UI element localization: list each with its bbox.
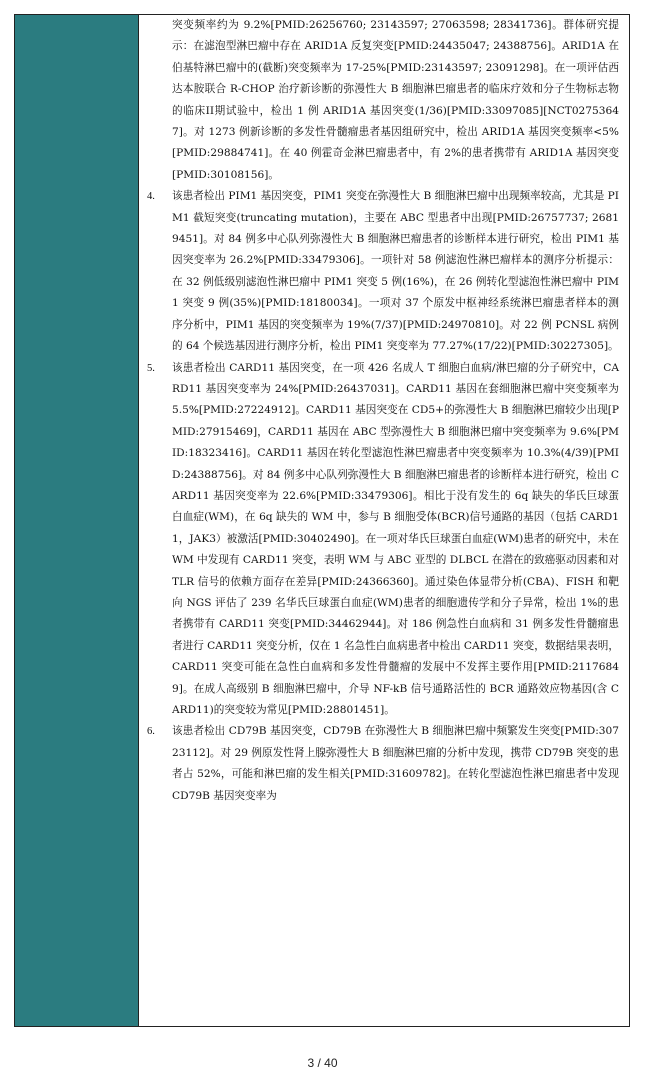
list-number: 6.: [147, 726, 155, 738]
list-item-4: [147, 186, 619, 357]
list-item-text: 该患者检出 CARD11 基因突变，在一项 426 名成人 T 细胞白血病/淋巴瘤的分子研究中，CARD11 基因突变率为 24%[PMID:26437031]。CARD11 基因在套细胞淋巴瘤中突变频率为 5.5%[PMID:27224912]。CARD11 基因突变在 CD5+的弥漫性大 B 细胞淋巴瘤较少出现[PMID:27915469]，CARD11 基因在 ABC 型弥漫性大 B 细胞淋巴瘤中突变频率为 9.6%[PMID:18323416]。CARD11 基因在转化型滤泡性淋巴瘤患者中突变频率为 10.3%(4/39)[PMID:24388756]。对 84 例多中心队列弥漫性大 B 细胞淋巴瘤患者的诊断样本进行研究，检出 CARD11 基因突变率为 22.6%[PMID:33479306]。相比于没有发生的 6q 缺失的华氏巨球蛋白血症(WM)，在 6q 缺失的 WM 中，参与 B 细胞受体(BCR)信号通路的基因（包括 CARD11，JAK3）被激活[PMID:30402490]。在一项对华氏巨球蛋白血症(WM)患者的研究中，未在 WM 中发现有 CARD11 突变，表明 WM 与 ABC 亚型的 DLBCL 在潜在的致癌驱动因素和对 TLR 信号的依赖方面存在差异[PMID:24366360]。通过染色体显带分析(CBA)、FISH 和靶向 NGS 评估了 239 名华氏巨球蛋白血症(WM)患者的细胞遗传学和分子异常，检出 1%的患者携带有 CARD11 突变[PMID:34462944]。对 186 例急性白血病和 31 例多发性骨髓瘤患者进行 CARD11 突变分析，仅在 1 名急性白血病患者中检出 CARD11 突变，数据结果表明，CARD11 突变可能在急性白血病和多发性骨髓瘤的发展中不发挥主要作用[PMID:21176849]。在成人高级别 B 细胞淋巴瘤中，介导 NF-kB 信号通路活性的 BCR 通路效应物基因(含 CARD11)的突变较为常见[PMID:28801451]。: [172, 361, 619, 716]
paragraph-continuation: 突变频率约为 9.2%[PMID:26256760; 23143597; 27063598; 28341736]。群体研究提示：在滤泡型淋巴瘤中存在 ARID1A 反复突变[PMID:24435047; 24388756]。ARID1A 在伯基特淋巴瘤中的(截断)突变频率为 17-25%[PMID:23143597; 23091298]。在一项评估西达本胺联合 R-CHOP 治疗新诊断的弥漫性大 B 细胞淋巴瘤患者的临床疗效和分子生物标志物的临床II期试验中，检出 1 例 ARID1A 基因突变(1/36)[PMID:33097085][NCT02753647]。对 1273 例新诊断的多发性骨髓瘤患者基因组研究中，检出 ARID1A 基因突变频率<5%[PMID:29884741]。在 40 例霍奇金淋巴瘤患者中，有 2%的患者携带有 ARID1A 基因突变[PMID:30108156]。: [172, 19, 619, 181]
list-number: 4.: [147, 191, 155, 203]
list-item-text: 该患者检出 PIM1 基因突变，PIM1 突变在弥漫性大 B 细胞淋巴瘤中出现频率较高，尤其是 PIM1 截短突变(truncating mutation)，主要在 ABC 型患者中出现[PMID:26757737; 26819451]。对 84 例多中心队列弥漫性大 B 细胞淋巴瘤患者的诊断样本进行研究，检出 PIM1 基因突变率为 26.2%[PMID:33479306]。一项针对 58 例滤泡性淋巴瘤样本的测序分析提示：在 32 例低级别滤泡性淋巴瘤中 PIM1 突变 5 例(16%)，在 26 例转化型滤泡性淋巴瘤中 PIM1 突变 9 例(35%)[PMID:18180034]。一项对 37 个原发中枢神经系统淋巴瘤患者样本的测序分析中，PIM1 基因的突变频率为 19%(7/37)[PMID:24970810]。对 22 例 PCNSL 病例的 64 个候选基因进行测序分析，检出 PIM1 突变率为 77.27%(17/22)[PMID:30227305]。: [172, 190, 619, 353]
list-item-6: [147, 721, 619, 807]
section-label-column: [15, 15, 139, 1026]
report-table: [14, 14, 630, 1027]
report-content: [147, 15, 619, 807]
list-item-text: 该患者检出 CD79B 基因突变，CD79B 在弥漫性大 B 细胞淋巴瘤中频繁发生突变[PMID:30723112]。对 29 例原发性肾上腺弥漫性大 B 细胞淋巴瘤的分析中发现，携带 CD79B 突变的患者占 52%，可能和淋巴瘤的发生相关[PMID:31609782]。在转化型滤泡性淋巴瘤患者中发现 CD79B 基因突变率为: [172, 725, 619, 802]
list-item-5: [147, 358, 619, 722]
list-number: 5.: [147, 362, 155, 374]
page-number: 3 / 40: [307, 1056, 338, 1070]
